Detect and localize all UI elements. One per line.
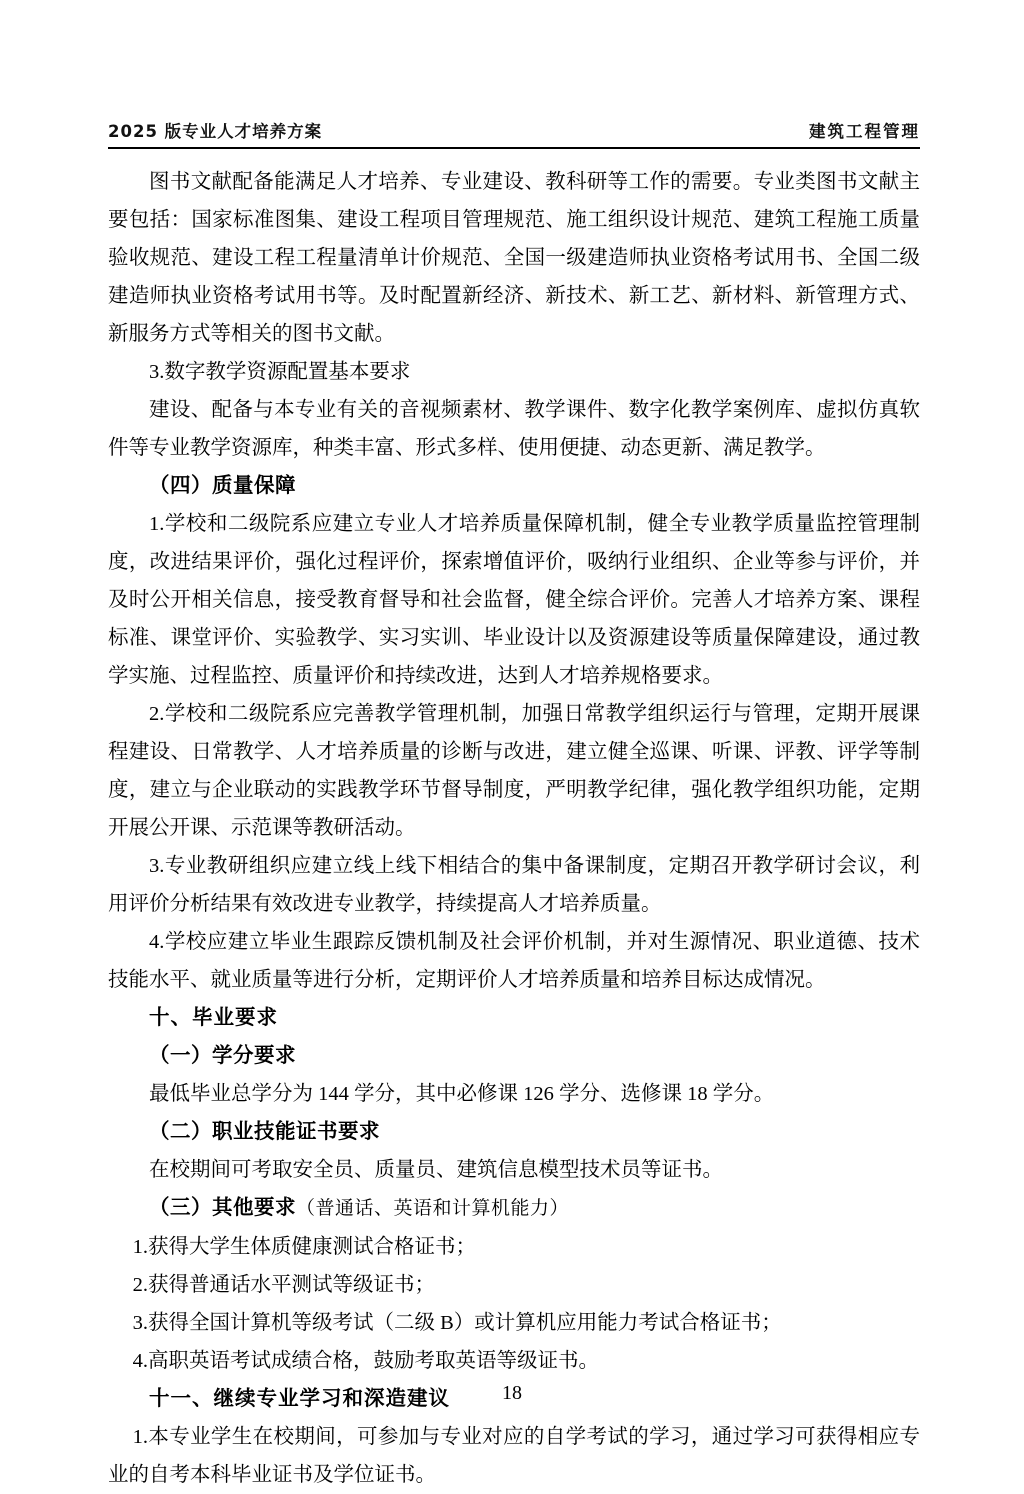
header-left-title: 2025 版专业人才培养方案 <box>108 122 323 141</box>
heading-credit-requirements: （一）学分要求 <box>149 1045 296 1067</box>
paragraph-quality-2: 2.学校和二级院系应完善教学管理机制，加强日常教学组织运行与管理，定期开展课程建设、日常教学、人才培养质量的诊断与改进，建立健全巡课、听课、评教、评学等制度，建立与企业联动的实践教学环节督导制度，严明教学纪律，强化教学组织功能，定期开展公开课、示范课等教研活动。 <box>108 703 920 839</box>
paragraph-quality-1: 1.学校和二级院系应建立专业人才培养质量保障机制，健全专业教学质量监控管理制度，改进结果评价，强化过程评价，探索增值评价，吸纳行业组织、企业等参与评价，并及时公开相关信息，接受教育督导和社会监督，健全综合评价。完善人才培养方案、课程标准、课堂评价、实验教学、实习实训、毕业设计以及资源建设等质量保障建设，通过教学实施、过程监控、质量评价和持续改进，达到人才培养规格要求。 <box>108 513 920 687</box>
page-content <box>108 0 920 1494</box>
paragraph-credit-detail: 最低毕业总学分为 144 学分，其中必修课 126 学分、选修课 18 学分。 <box>149 1083 775 1105</box>
paragraph-quality-4: 4.学校应建立毕业生跟踪反馈机制及社会评价机制，并对生源情况、职业道德、技术技能水平、就业质量等进行分析，定期评价人才培养质量和培养目标达成情况。 <box>108 931 920 991</box>
paragraph-certificate-detail: 在校期间可考取安全员、质量员、建筑信息模型技术员等证书。 <box>149 1159 723 1181</box>
heading-certificate-requirements: （二）职业技能证书要求 <box>149 1121 380 1143</box>
header-right-title: 建筑工程管理 <box>809 122 920 141</box>
paragraph-digital-resource-heading: 3.数字教学资源配置基本要求 <box>149 361 411 383</box>
paragraph-other-1: 1.获得大学生体质健康测试合格证书； <box>132 1236 476 1258</box>
paragraph-digital-resource-body: 建设、配备与本专业有关的音视频素材、教学课件、数字化教学案例库、虚拟仿真软件等专业教学资源库，种类丰富、形式多样、使用便捷、动态更新、满足教学。 <box>108 399 920 459</box>
heading-other-requirements-main: （三）其他要求 <box>149 1197 296 1219</box>
heading-quality-assurance: （四）质量保障 <box>149 475 296 497</box>
heading-other-requirements <box>108 1189 920 1228</box>
paragraph-library-resources: 图书文献配备能满足人才培养、专业建设、教科研等工作的需要。专业类图书文献主要包括：国家标准图集、建设工程项目管理规范、施工组织设计规范、建筑工程施工质量验收规范、建设工程工程量清单计价规范、全国一级建造师执业资格考试用书、全国二级建造师执业资格考试用书等。及时配置新经济、新技术、新工艺、新材料、新管理方式、新服务方式等相关的图书文献。 <box>108 171 920 345</box>
heading-other-requirements-note: （普通话、英语和计算机能力） <box>296 1198 570 1219</box>
heading-graduation-requirements: 十、毕业要求 <box>149 1007 278 1029</box>
heading-further-study: 十一、继续专业学习和深造建议 <box>149 1388 450 1410</box>
paragraph-further-study-1: 1.本专业学生在校期间，可参加与专业对应的自学考试的学习，通过学习可获得相应专业的自考本科毕业证书及学位证书。 <box>108 1426 920 1486</box>
paragraph-other-4: 4.高职英语考试成绩合格，鼓励考取英语等级证书。 <box>132 1350 599 1372</box>
paragraph-other-3: 3.获得全国计算机等级考试（二级 B）或计算机应用能力考试合格证书； <box>132 1312 782 1334</box>
document-body <box>108 149 920 1494</box>
paragraph-other-2: 2.获得普通话水平测试等级证书； <box>132 1274 435 1296</box>
page-header <box>108 0 920 142</box>
paragraph-quality-3: 3.专业教研组织应建立线上线下相结合的集中备课制度，定期召开教学研讨会议，利用评价分析结果有效改进专业教学，持续提高人才培养质量。 <box>108 855 920 915</box>
page-number: 18 <box>502 1382 522 1404</box>
